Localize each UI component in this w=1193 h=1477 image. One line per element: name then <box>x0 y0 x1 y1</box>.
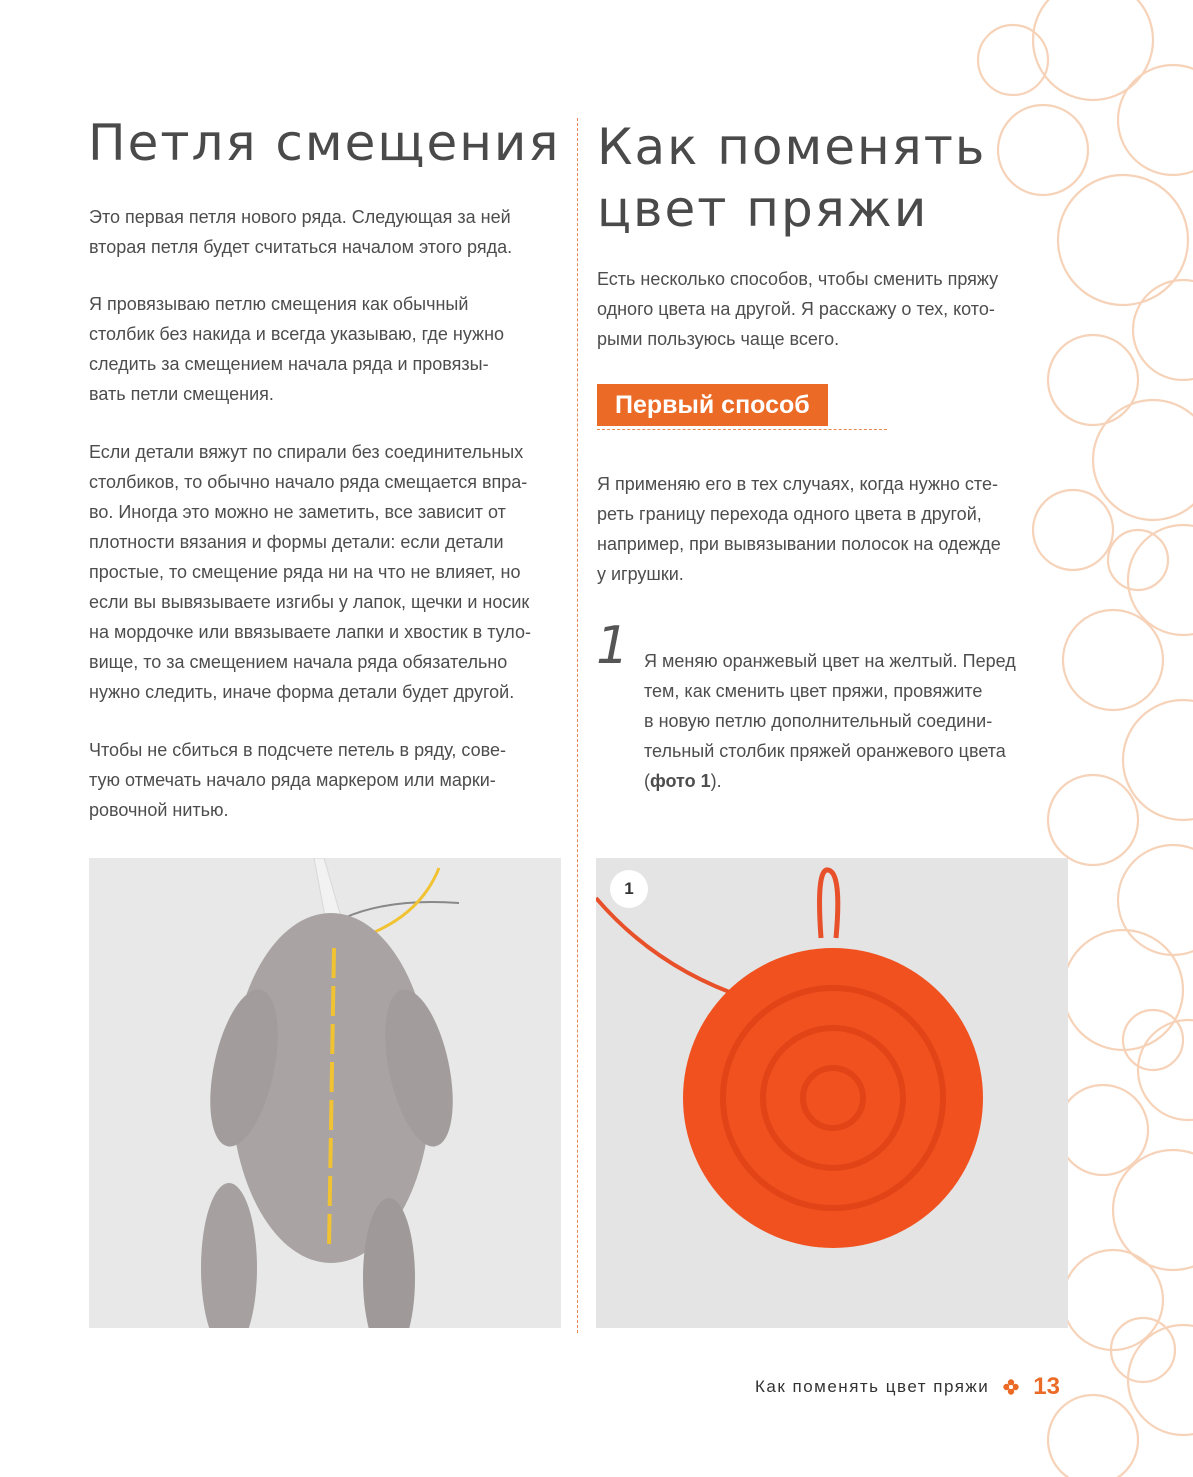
step-text <box>644 646 1016 796</box>
running-title: Как поменять цвет пряжи <box>754 1377 990 1396</box>
section-label: Первый способ <box>597 384 828 426</box>
text-line: реть границу перехода одного цвета в другой, <box>597 504 982 524</box>
text-line: следить за смещением начала ряда и провязы- <box>89 354 489 374</box>
photo-number-badge: 1 <box>610 870 648 908</box>
right-paragraph-2 <box>597 469 1001 589</box>
right-intro <box>597 264 998 354</box>
text-line: если вы вывязываете изгибы у лапок, щечки и носик <box>89 592 530 612</box>
text-line: Если детали вяжут по спирали без соединительных <box>89 442 524 462</box>
flower-icon <box>1003 1379 1019 1395</box>
text-line: ровочной нитью. <box>89 800 229 820</box>
text-line: Я применяю его в тех случаях, когда нужно сте- <box>597 474 998 494</box>
text-line: во. Иногда это можно не заметить, все зависит от <box>89 502 506 522</box>
text-line: столбик без накида и всегда указываю, где нужно <box>89 324 505 344</box>
text-line: Это первая петля нового ряда. Следующая за ней <box>89 207 511 227</box>
text-line: простые, то смещение ряда ни на что не влияет, но <box>89 562 521 582</box>
text-line: вать петли смещения. <box>89 384 274 404</box>
column-divider <box>577 118 578 1333</box>
toy-illustration <box>89 858 561 1328</box>
text-line: в новую петлю дополнительный соедини- <box>644 711 993 731</box>
crochet-illustration <box>596 858 1068 1328</box>
text-line: рыми пользуюсь чаще всего. <box>597 329 840 349</box>
toy-photo <box>89 858 561 1328</box>
text-line <box>644 771 722 791</box>
page-footer <box>600 1370 1060 1404</box>
text-line: тельный столбик пряжей оранжевого цвета <box>644 741 1006 761</box>
photo-reference: фото 1 <box>650 771 711 791</box>
text-line: вище, то за смещением начала ряда обязательно <box>89 652 508 672</box>
paren-open: ( <box>644 771 650 791</box>
left-heading: Петля смещения <box>88 114 561 172</box>
text-line: Я меняю оранжевый цвет на желтый. Перед <box>644 651 1016 671</box>
right-heading <box>597 116 986 240</box>
left-paragraph-1 <box>89 202 512 262</box>
text-line: тую отмечать начало ряда маркером или марки- <box>89 770 496 790</box>
text-line: вторая петля будет считаться началом этого ряда. <box>89 237 513 257</box>
left-paragraph-2 <box>89 289 504 409</box>
text-line: тем, как сменить цвет пряжи, провяжите <box>644 681 983 701</box>
left-paragraph-4 <box>89 735 506 825</box>
left-paragraph-3 <box>89 437 531 707</box>
text-line: столбиков, то обычно начало ряда смещается впра- <box>89 472 528 492</box>
paren-close: ). <box>710 771 722 791</box>
text-line: нужно следить, иначе форма детали будет другой. <box>89 682 515 702</box>
heading-line: Как поменять <box>597 118 987 176</box>
text-line: одного цвета на другой. Я расскажу о тех, кото- <box>597 299 995 319</box>
crochet-circle-photo <box>596 858 1068 1328</box>
step-number: 1 <box>596 616 630 676</box>
section-underline <box>597 429 887 430</box>
text-line: плотности вязания и формы детали: если детали <box>89 532 504 552</box>
text-line: у игрушки. <box>597 564 684 584</box>
page-number: 13 <box>1033 1373 1060 1400</box>
text-line: Я провязываю петлю смещения как обычный <box>89 294 469 314</box>
text-line: Есть несколько способов, чтобы сменить пряжу <box>597 269 999 289</box>
text-line: на мордочке или ввязываете лапки и хвостик в туло- <box>89 622 531 642</box>
text-line: например, при вывязывании полосок на одежде <box>597 534 1001 554</box>
text-line: Чтобы не сбиться в подсчете петель в ряду, сове- <box>89 740 506 760</box>
heading-line: цвет пряжи <box>597 180 929 238</box>
